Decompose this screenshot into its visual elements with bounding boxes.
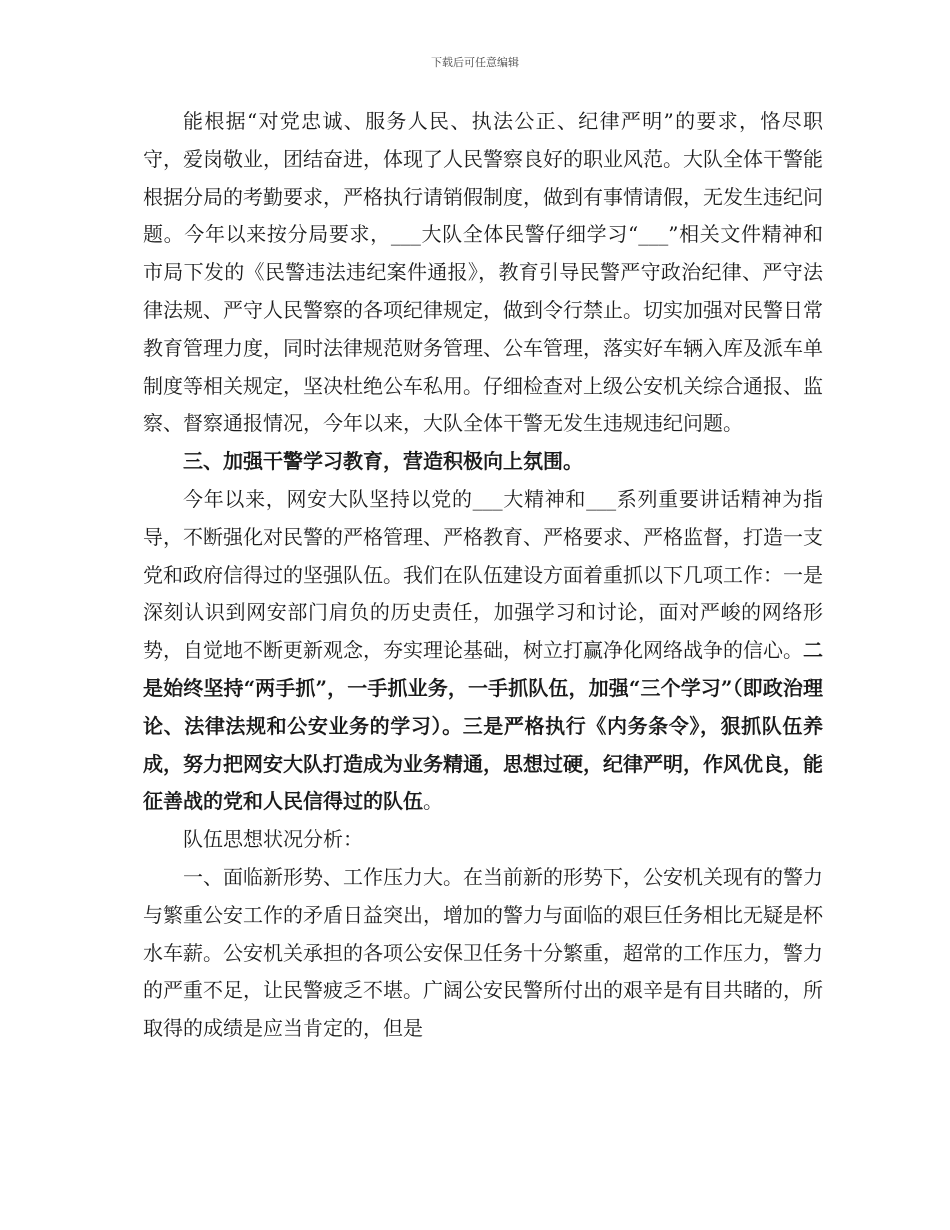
document-body [143, 103, 823, 1048]
paragraph-text: 一、面临新形势、工作压力大。在当前新的形势下，公安机关现有的警力与繁重公安工作的矛盾日益突出，增加的警力与面临的艰巨任务相比无疑是杯水车薪。公安机关承担的各项公安保卫任务十分繁重，超常的工作压力，警力的严重不足，让民警疲乏不堪。广阔公安民警所付出的艰辛是有目共睹的，所取得的成绩是应当肯定的，但是 [143, 864, 823, 1041]
heading-text: 队伍思想状况分析： [183, 827, 363, 852]
paragraph-text-end: 。 [423, 789, 443, 814]
heading-text: 三、加强干警学习教育，营造积极向上氛围。 [183, 449, 583, 474]
paragraph-team-building [143, 481, 823, 821]
paragraph-discipline [143, 103, 823, 443]
section-heading-study-education [143, 443, 823, 481]
paragraph-text: 今年以来，网安大队坚持以党的___大精神和___系列重要讲话精神为指导，不断强化对民警的严格管理、严格教育、严格要求、严格监督，打造一支党和政府信得过的坚强队伍。我们在队伍建设方面着重抓以下几项工作：一是深刻认识到网安部门肩负的历史责任，加强学习和讨论，面对严峻的网络形势，自觉地不断更新观念，夯实理论基础，树立打赢净化网络战争的信心。 [143, 486, 823, 663]
paragraph-pressure [143, 859, 823, 1048]
page-header: 下载后可任意编辑 [431, 56, 519, 69]
paragraph-bold-text: 二是始终坚持“两手抓”，一手抓业务，一手抓队伍，加强“三个学习”（即政治理论、法律法规和公安业务的学习）。三是严格执行《内务条令》，狠抓队伍养成，努力把网安大队打造成为业务精通，思想过硬，纪律严明，作风优良，能征善战的党和人民信得过的队伍 [143, 638, 823, 814]
section-heading-analysis [143, 821, 823, 859]
paragraph-text: 能根据“对党忠诚、服务人民、执法公正、纪律严明”的要求，恪尽职守，爱岗敬业，团结奋进，体现了人民警察良好的职业风范。大队全体干警能根据分局的考勤要求，严格执行请销假制度，做到有事情请假，无发生违纪问题。今年以来按分局要求，___大队全体民警仔细学习“___”相关文件精神和市局下发的《民警违法违纪案件通报》，教育引导民警严守政治纪律、严守法律法规、严守人民警察的各项纪律规定，做到令行禁止。切实加强对民警日常教育管理力度，同时法律规范财务管理、公车管理，落实好车辆入库及派车单制度等相关规定，坚决杜绝公车私用。仔细检查对上级公安机关综合通报、监察、督察通报情况，今年以来，大队全体干警无发生违规违纪问题。 [143, 109, 823, 436]
